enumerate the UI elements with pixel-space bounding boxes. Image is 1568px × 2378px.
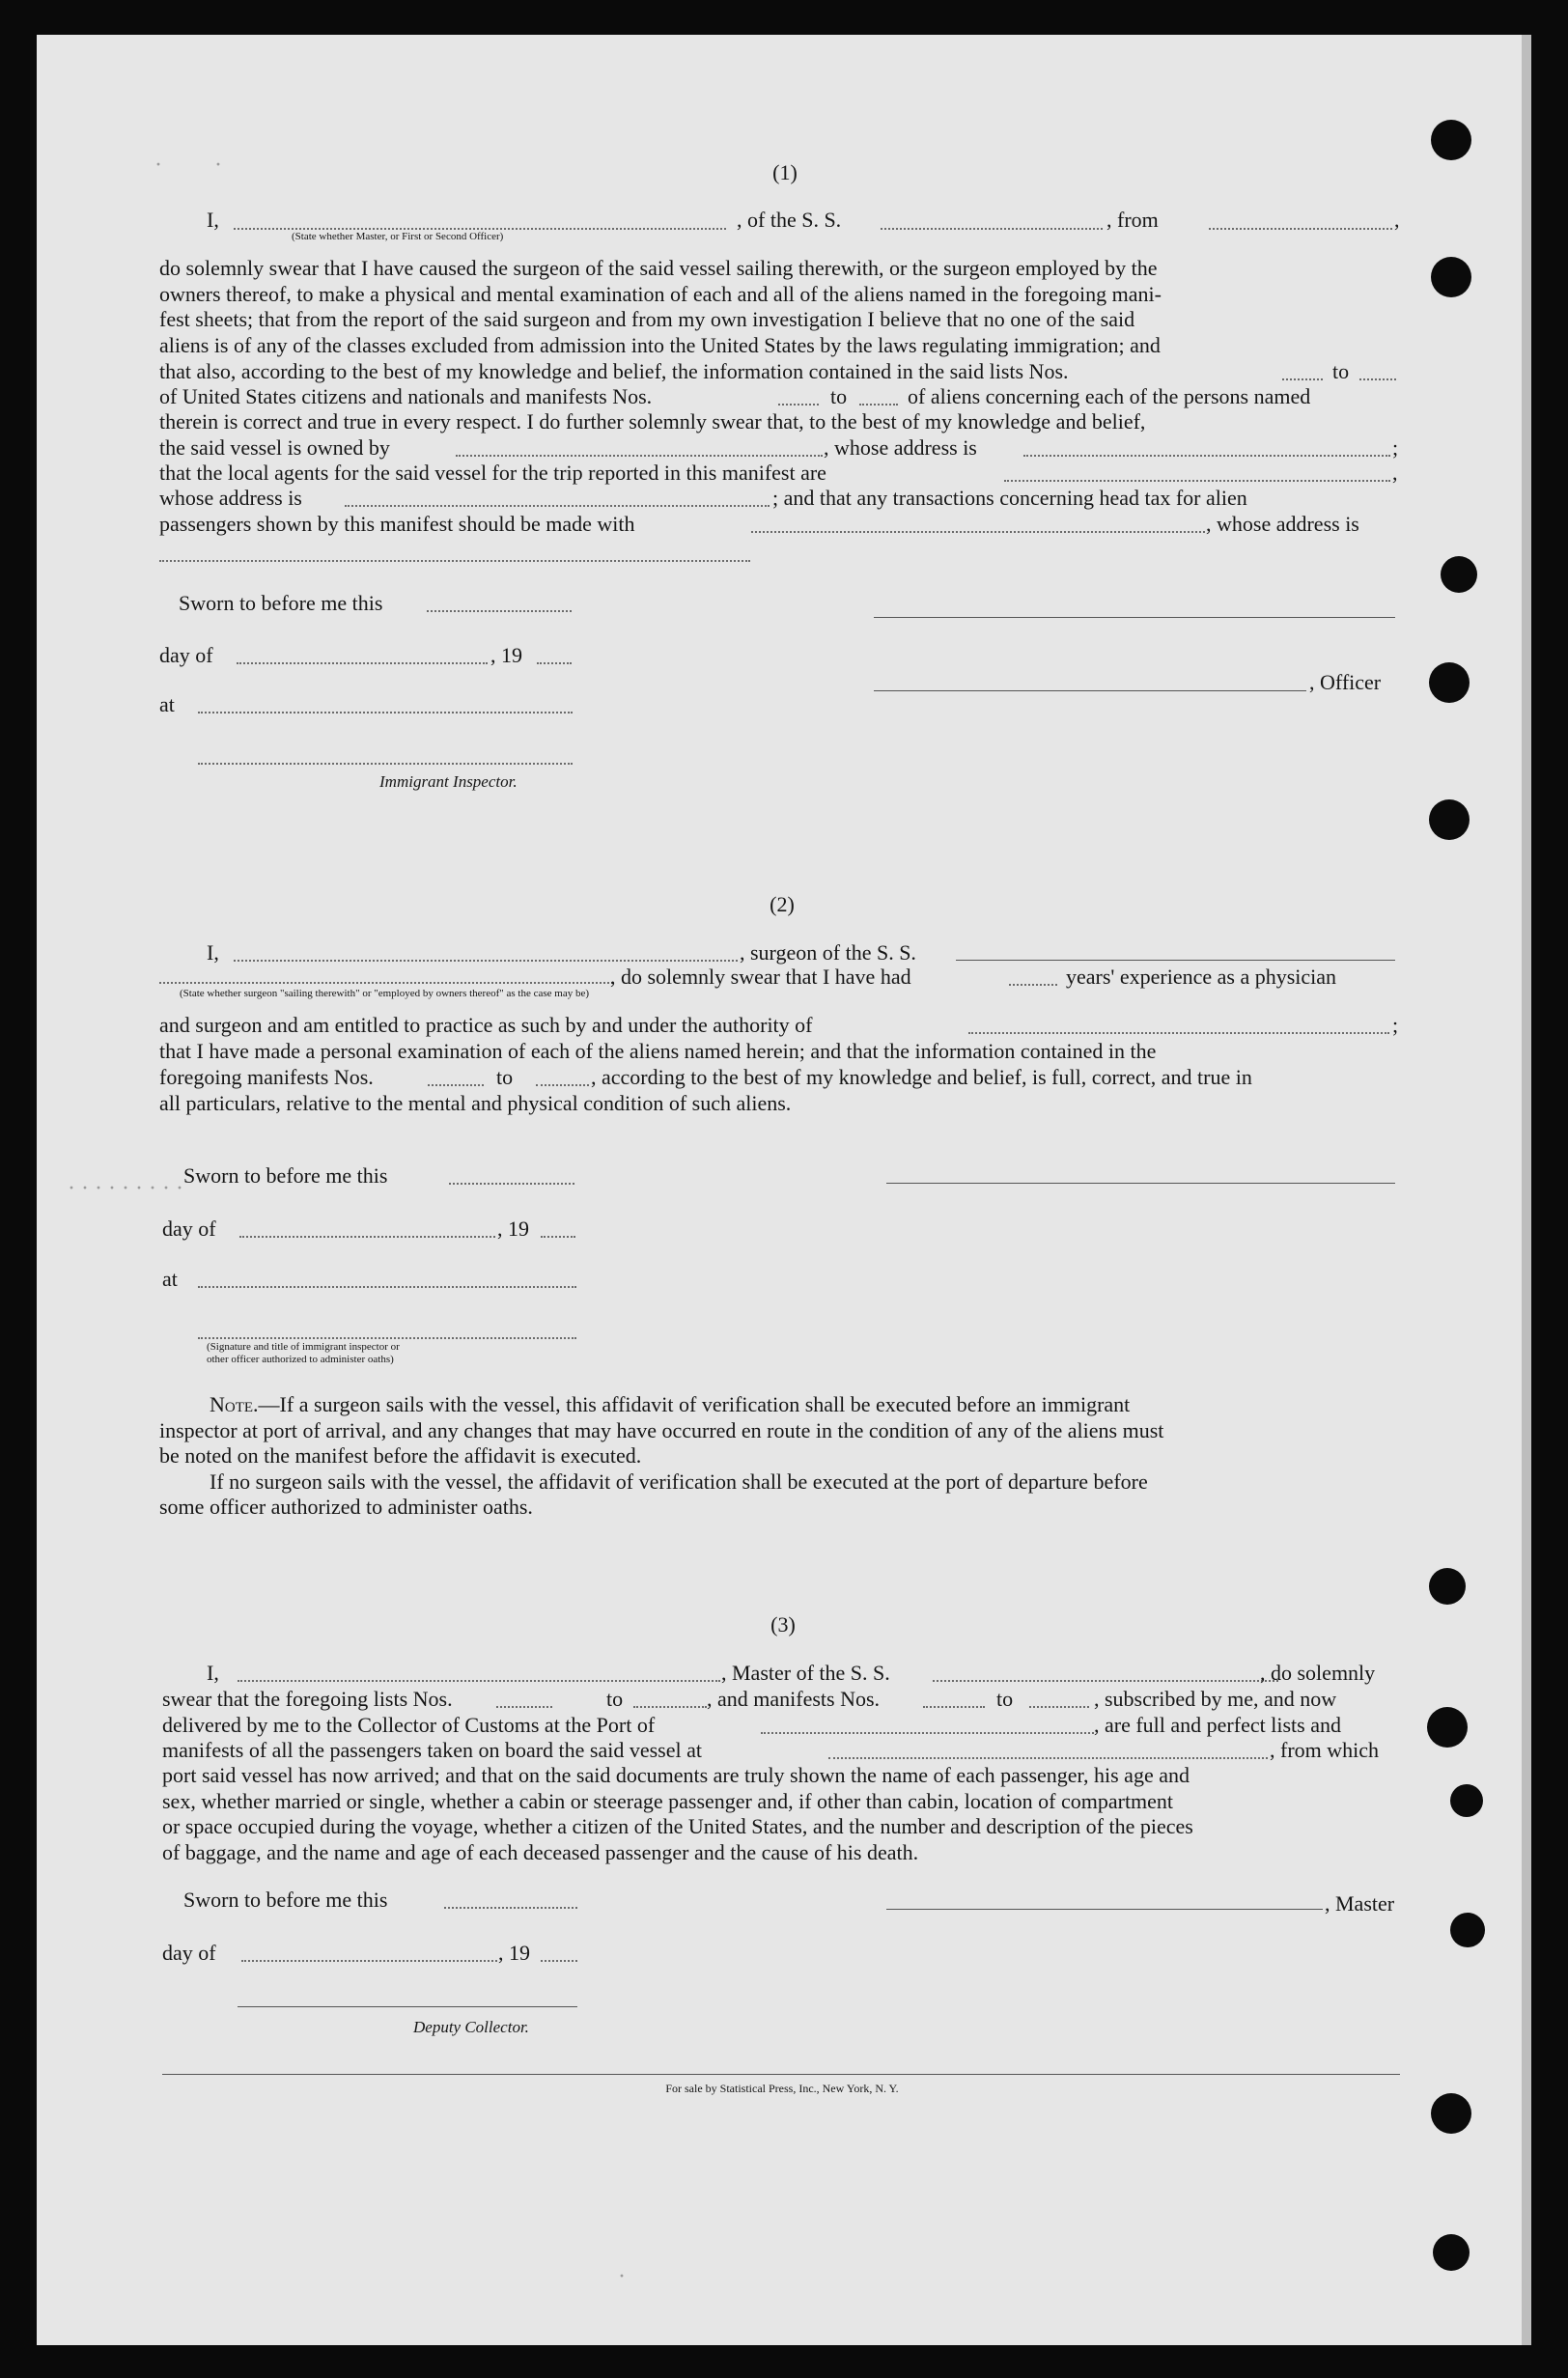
s2-surgeon-of-ss: , surgeon of the S. S.	[740, 940, 916, 965]
punch-hole	[1431, 120, 1471, 160]
punch-hole	[1429, 1568, 1466, 1605]
s1-line6: of United States citizens and nationals and manifests Nos.	[159, 384, 653, 408]
head-tax-party-field	[751, 531, 1205, 533]
vessel-name-field	[881, 228, 1103, 230]
punch-hole	[1427, 1707, 1468, 1748]
s1-inspector: Immigrant Inspector.	[379, 772, 518, 791]
punch-hole	[1431, 2093, 1471, 2134]
surgeon-name-field	[234, 960, 738, 962]
s1-officer-hint: (State whether Master, or First or Second Officer)	[292, 231, 504, 242]
s1-signature-line	[874, 617, 1395, 618]
note-line	[159, 1392, 1400, 1418]
s1-from: , from	[1106, 208, 1159, 232]
s1-i: I,	[207, 208, 219, 232]
s1-line6-to: to	[830, 384, 848, 408]
s3-vessel-field	[933, 1680, 1278, 1682]
note-line: be noted on the manifest before the affidavit is executed.	[159, 1443, 642, 1468]
head-tax-address-field	[159, 560, 750, 562]
s2-year-field	[541, 1236, 575, 1238]
publisher-footer: For sale by Statistical Press, Inc., New York, N. Y.	[665, 2082, 899, 2095]
s1-line11-end: , whose address is	[1206, 512, 1359, 536]
section-2-number: (2)	[770, 892, 795, 916]
section-3-number: (3)	[770, 1612, 796, 1637]
s1-body	[159, 256, 1398, 358]
punch-hole	[1429, 799, 1470, 840]
s3-master: , Master	[1325, 1891, 1395, 1916]
s3-line: port said vessel has now arrived; and that on the said documents are truly shown the name of each passenger, his age and	[162, 1763, 1190, 1787]
s1-officer: , Officer	[1309, 670, 1382, 694]
s2-line5-end: , according to the best of my knowledge and belief, is full, correct, and true in	[591, 1065, 1252, 1089]
bleed-through-mark: · · · · · · · · ·	[68, 1176, 183, 1201]
section-1-number: (1)	[772, 160, 798, 184]
s2-line6: all particulars, relative to the mental and physical condition of such aliens.	[159, 1091, 792, 1115]
s3-list-from-field	[496, 1706, 552, 1708]
note-label: Note.	[210, 1392, 259, 1416]
embarkation-port-field	[828, 1757, 1268, 1759]
s2-i: I,	[207, 940, 219, 965]
s2-line4: that I have made a personal examination of each of the aliens named herein; and that the information contained in the	[159, 1039, 1157, 1063]
footer-rule	[162, 2074, 1400, 2075]
note-line: If no surgeon sails with the vessel, the affidavit of verification shall be executed at the port of departure before	[210, 1469, 1148, 1494]
s2-at: at	[162, 1267, 178, 1291]
s2-swear: , do solemnly swear that I have had	[610, 965, 911, 989]
s1-line7: therein is correct and true in every respect. I do further solemnly swear that, to the best of my knowledge and belief,	[159, 409, 1146, 434]
s1-line6-end: of aliens concerning each of the persons named	[908, 384, 1311, 408]
s1-year-prefix: , 19	[490, 643, 522, 667]
s1-line8-end: ;	[1392, 435, 1399, 460]
owner-address-field	[1023, 455, 1390, 457]
list-no-to-field	[1359, 378, 1396, 380]
bleed-through-mark: ·	[618, 2264, 626, 2289]
s2-day-of: day of	[162, 1217, 216, 1241]
s3-line3-end: , are full and perfect lists and	[1094, 1713, 1341, 1737]
s1-at: at	[159, 692, 175, 716]
s3-body	[162, 1763, 1400, 1865]
s1-line10: whose address is	[159, 486, 302, 510]
s2-line5-to: to	[496, 1065, 514, 1089]
s2-line3-end: ;	[1392, 1013, 1399, 1037]
s3-sworn-date-field	[444, 1907, 577, 1909]
s3-line2: swear that the foregoing lists Nos.	[162, 1687, 453, 1711]
s3-line: of baggage, and the name and age of each deceased passenger and the cause of his death.	[162, 1839, 919, 1864]
s3-line3: delivered by me to the Collector of Customs at the Port of	[162, 1713, 656, 1737]
punch-hole	[1450, 1913, 1485, 1947]
s1-year-field	[537, 662, 572, 664]
s3-manifest-to-field	[1029, 1706, 1089, 1708]
s2-status-hint: (State whether surgeon "sailing therewith" or "employed by owners thereof" as the case may be)	[180, 988, 590, 999]
s1-line9-end: ,	[1392, 461, 1398, 485]
note-line: inspector at port of arrival, and any changes that may have occurred en route in the condition of any of the aliens must	[159, 1417, 1164, 1442]
s3-collector-signature-line	[238, 2006, 577, 2007]
authority-field	[968, 1032, 1389, 1034]
s2-sworn-date-field	[449, 1183, 574, 1185]
bleed-through-mark: · ·	[154, 153, 222, 178]
s2-line5: foregoing manifests Nos.	[159, 1065, 374, 1089]
s1-line: fest sheets; that from the report of the said surgeon and from my own investigation I believe that no one of the said	[159, 307, 1135, 331]
s1-sworn: Sworn to before me this	[179, 591, 383, 615]
s1-line9: that the local agents for the said vessel for the trip reported in this manifest are	[159, 461, 826, 485]
s1-place-field	[198, 712, 573, 713]
s3-day-of: day of	[162, 1941, 216, 1965]
s2-years: years' experience as a physician	[1066, 965, 1337, 989]
s1-day-of: day of	[159, 643, 213, 667]
s1-sworn-date-field	[427, 610, 572, 612]
s1-officer-line	[874, 690, 1306, 691]
list-no-from-field	[1282, 378, 1323, 380]
master-name-field	[238, 1680, 720, 1682]
punch-hole	[1429, 662, 1470, 703]
s3-line: sex, whether married or single, whether a cabin or steerage passenger and, if other than cabin, location of compartment	[162, 1788, 1174, 1813]
s3-line2-manifests: , and manifests Nos.	[707, 1687, 881, 1711]
s2-place-field	[198, 1286, 576, 1288]
sheet-edge	[1522, 35, 1531, 2345]
s1-line: do solemnly swear that I have caused the surgeon of the said vessel sailing therewith, or the surgeon employed by the	[159, 256, 1158, 280]
port-field	[761, 1732, 1094, 1734]
note-line: some officer authorized to administer oaths.	[159, 1495, 533, 1519]
s3-line: or space occupied during the voyage, whether a citizen of the United States, and the number and description of the pieces	[162, 1814, 1193, 1838]
s2-manifest-from-field	[428, 1084, 484, 1086]
s1-line: owners thereof, to make a physical and mental examination of each and all of the aliens named in the foregoing mani-	[159, 281, 1162, 306]
s1-line1-end: ,	[1394, 208, 1400, 232]
owner-field	[456, 455, 823, 457]
s2-note	[159, 1392, 1400, 1521]
s1-inspector-signature-field	[198, 763, 573, 765]
s2-year-prefix: , 19	[497, 1217, 529, 1241]
s3-year-prefix: , 19	[498, 1941, 530, 1965]
agents-address-field	[345, 505, 770, 507]
s3-list-to-field	[633, 1706, 707, 1708]
s1-line8-address: , whose address is	[824, 435, 977, 460]
s3-deputy: Deputy Collector.	[413, 2018, 529, 2036]
s3-line2-end: , subscribed by me, and now	[1094, 1687, 1337, 1711]
s1-line: aliens is of any of the classes excluded from admission into the United States by the laws regulating immigration; and	[159, 332, 1161, 357]
s3-master-signature-line	[886, 1909, 1323, 1910]
s1-line8: the said vessel is owned by	[159, 435, 390, 460]
s3-solemnly: , do solemnly	[1260, 1661, 1376, 1685]
years-field	[1009, 984, 1057, 986]
s3-manifest-from-field	[923, 1706, 985, 1708]
s3-master-of-ss: , Master of the S. S.	[721, 1661, 890, 1685]
s3-sworn: Sworn to before me this	[183, 1888, 388, 1912]
note-text: —If a surgeon sails with the vessel, this affidavit of verification shall be executed before an immigrant	[258, 1392, 1131, 1416]
manifest-no-to-field	[859, 404, 898, 406]
punch-hole	[1433, 2234, 1470, 2271]
s1-of-ss: , of the S. S.	[737, 208, 842, 232]
s2-line3: and surgeon and am entitled to practice as such by and under the authority of	[159, 1013, 813, 1037]
s3-line4: manifests of all the passengers taken on board the said vessel at	[162, 1738, 703, 1762]
s3-month-field	[241, 1960, 497, 1962]
s2-sig-caption-2: other officer authorized to administer oaths)	[207, 1354, 394, 1365]
s2-sworn: Sworn to before me this	[183, 1163, 388, 1188]
s2-vessel-line	[956, 960, 1395, 961]
s3-year-field	[541, 1960, 577, 1962]
s1-line10-end: ; and that any transactions concerning head tax for alien	[772, 486, 1247, 510]
surgeon-status-field	[159, 982, 613, 984]
punch-hole	[1441, 556, 1477, 593]
s1-line11: passengers shown by this manifest should be made with	[159, 512, 635, 536]
s1-line5-to: to	[1332, 359, 1350, 383]
s3-line2-to: to	[606, 1687, 624, 1711]
punch-hole	[1450, 1784, 1483, 1817]
s2-signature-line	[886, 1183, 1395, 1184]
s3-line2-to-2: to	[996, 1687, 1014, 1711]
s3-line4-end: , from which	[1270, 1738, 1380, 1762]
officer-name-field	[234, 228, 726, 230]
s2-month-field	[239, 1236, 495, 1238]
s1-line5: that also, according to the best of my knowledge and belief, the information contained in the said lists Nos.	[159, 359, 1069, 383]
s2-officer-signature-field	[198, 1337, 576, 1339]
punch-hole	[1431, 257, 1471, 297]
s2-sig-caption-1: (Signature and title of immigrant inspector or	[207, 1341, 400, 1353]
s1-month-field	[237, 662, 488, 664]
agents-field	[1004, 480, 1390, 482]
manifest-no-from-field	[778, 404, 819, 406]
s2-manifest-to-field	[536, 1084, 589, 1086]
departure-port-field	[1209, 228, 1392, 230]
s3-i: I,	[207, 1661, 219, 1685]
